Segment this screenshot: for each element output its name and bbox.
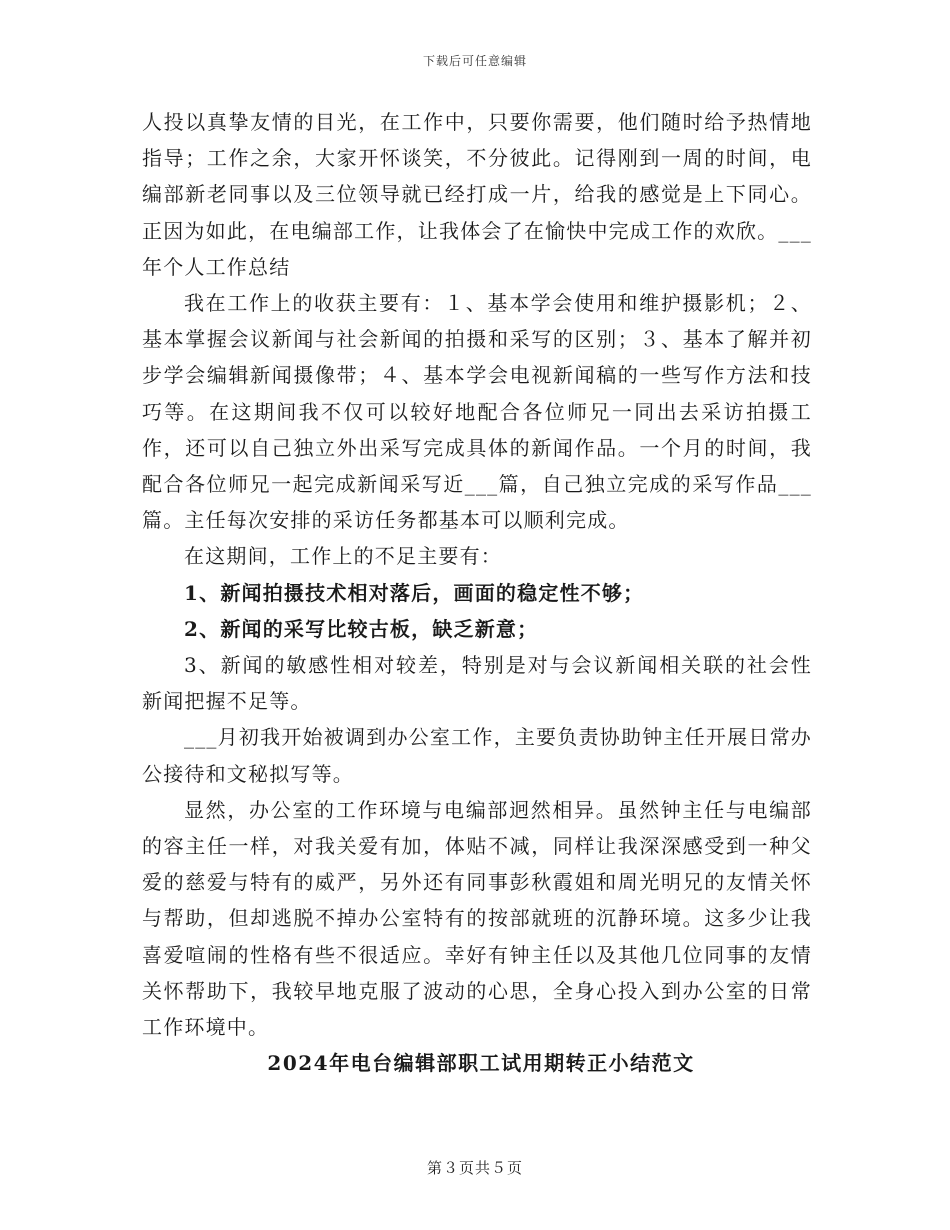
paragraph-4: 1、新闻拍摄技术相对落后，画面的稳定性不够； [184,580,645,605]
paragraph-2: 我在工作上的收获主要有：１、基本学会使用和维护摄影机；２、基本掌握会议新闻与社会新闻的拍摄和采写的区别；３、基本了解并初步学会编辑新闻摄像带；４、基本学会电视新闻稿的一些写作方法和技巧等。在这期间我不仅可以较好地配合各位师兄一同出去采访拍摄工作，还可以自己独立外出采写完成具体的新闻作品。一个月的时间，我配合各位师兄一起完成新闻采写近___篇，自己独立完成的采写作品___篇。主任每次安排的采访任务都基本可以顺利完成。 [142,291,812,533]
paragraph-3: 在这期间，工作上的不足主要有： [184,544,502,569]
paragraph-1: 人投以真挚友情的目光，在工作中，只要你需要，他们随时给予热情地指导；工作之余，大家开怀谈笑，不分彼此。记得刚到一周的时间，电编部新老同事以及三位领导就已经打成一片，给我的感觉是上下同心。正因为如此，在电编部工作，让我体会了在愉快中完成工作的欢欣。___年个人工作总结 [142,110,812,279]
paragraph-7: ___月初我开始被调到办公室工作，主要负责协助钟主任开展日常办公接待和文秘拟写等。 [142,725,812,786]
page-header: 下载后可任意编辑 [422,54,527,68]
page-footer: 第３页共５页 [426,1159,523,1177]
paragraph-8: 显然，办公室的工作环境与电编部迥然相异。虽然钟主任与电编部的容主任一样，对我关爱有加，体贴不减，同样让我深深感受到一种父爱的慈爱与特有的威严，另外还有同事彭秋霞姐和周光明兄的友情关怀与帮助，但却逃脱不掉办公室特有的按部就班的沉静环境。这多少让我喜爱喧闹的性格有些不很适应。幸好有钟主任以及其他几位同事的友情关怀帮助下，我较早地克服了波动的心思，全身心投入到办公室的日常工作环境中。 [142,797,812,1040]
paragraph-5: 2、新闻的采写比较古板，缺乏新意； [184,616,539,641]
paragraph-6: 3、新闻的敏感性相对较差，特别是对与会议新闻相关联的社会性新闻把握不足等。 [142,653,812,714]
section-title: 2024年电台编辑部职工试用期转正小结范文 [267,1051,695,1076]
document-body [142,104,812,1081]
